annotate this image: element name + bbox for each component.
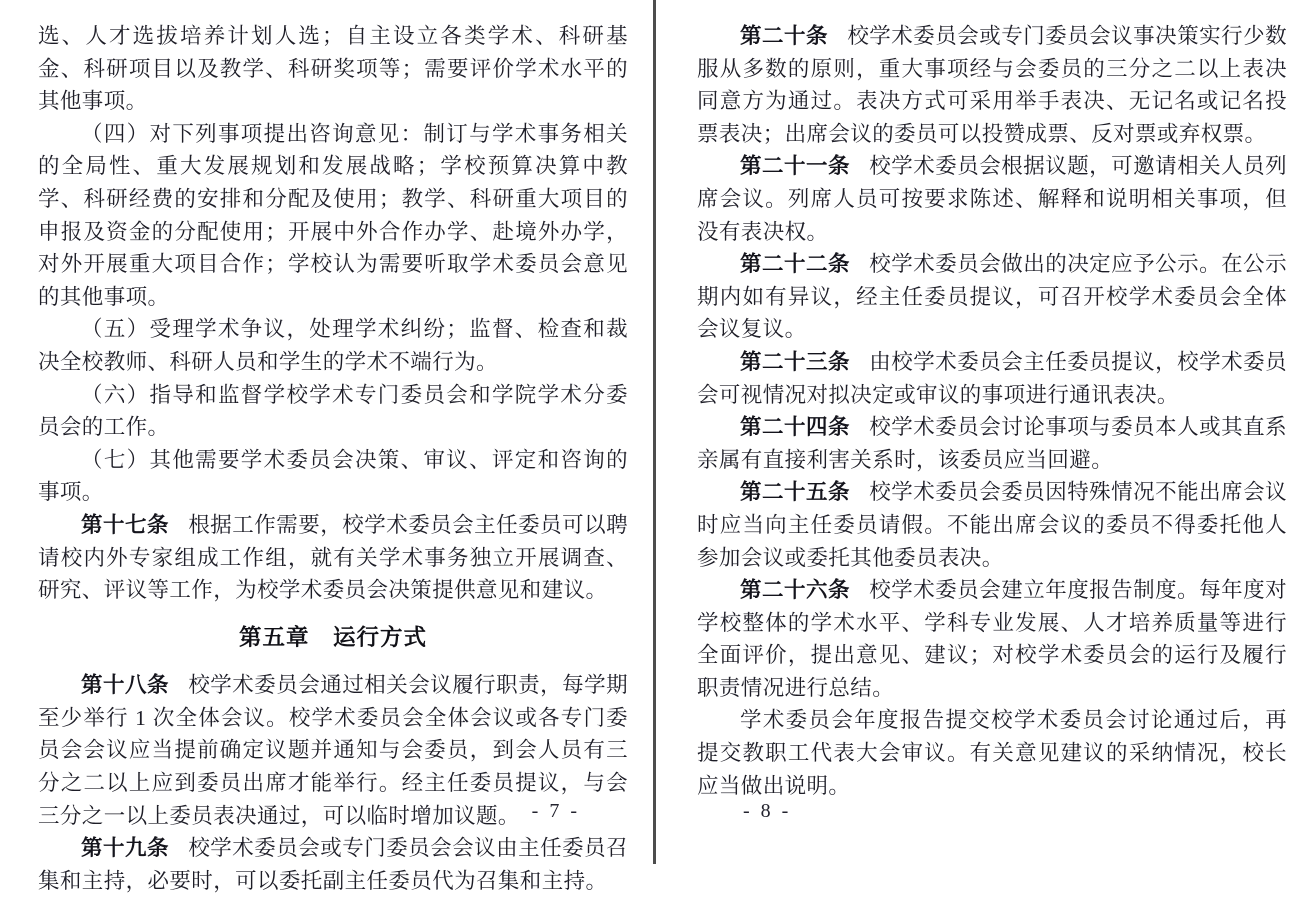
page-number-right: - 8 - (743, 800, 792, 822)
paragraph-text: 校学术委员会讨论事项与委员本人或其直系亲属有直接利害关系时，该委员应当回避。 (697, 415, 1287, 472)
paragraph (697, 150, 1287, 248)
paragraph (38, 444, 628, 509)
paragraph-text: 校学术委员会根据议题，可邀请相关人员列席会议。列席人员可按要求陈述、解释和说明相关事项，但没有表决权。 (697, 154, 1287, 244)
paragraph-text: （六）指导和监督学校学术专门委员会和学院学术分委员会的工作。 (38, 382, 628, 440)
paragraph (38, 20, 628, 118)
paragraph-text: 校学术委员会委员因特殊情况不能出席会议时应当向主任委员请假。不能出席会议的委员不得委托他人参加会议或委托其他委员表决。 (697, 480, 1287, 570)
paragraph-text: 由校学术委员会主任委员提议，校学术委员会可视情况对拟决定或审议的事项进行通讯表决。 (697, 349, 1287, 407)
chapter-heading: 第五章 运行方式 (238, 624, 427, 650)
paragraph (38, 379, 628, 444)
paragraph-text: （四）对下列事项提出咨询意见：制订与学术事务相关的全局性、重大发展规划和发展战略；学校预算决算中教学、科研经费的安排和分配及使用；教学、科研重大项目的申报及资金的分配使用；开展中外合作办学、赴境外办学，对外开展重大项目合作；学校认为需要听取学术委员会意见的其他事项。 (38, 121, 628, 309)
paragraph (697, 704, 1287, 802)
article-number: 第二十二条 (740, 252, 850, 277)
paragraph (697, 411, 1287, 476)
article-number: 第二十四条 (740, 415, 850, 440)
article-number: 第二十一条 (740, 154, 850, 179)
page-7-content (38, 0, 628, 897)
paragraph (697, 248, 1287, 346)
page-7 (38, 0, 628, 893)
paragraph (697, 476, 1287, 574)
paragraph-text: 选、人才选拔培养计划人选；自主设立各类学术、科研基金、科研项目以及教学、科研奖项等；需要评价学术水平的其他事项。 (38, 24, 628, 114)
page-8-content (697, 0, 1287, 802)
paragraph (38, 118, 628, 314)
paragraph-text: 校学术委员会或专门委员会会议由主任委员召集和主持，必要时，可以委托副主任委员代为召集和主持。 (38, 836, 628, 893)
paragraph (38, 832, 628, 897)
article-number: 第二十六条 (740, 578, 850, 603)
page-number-left: - 7 - (531, 800, 580, 822)
article-number: 第十九条 (81, 836, 169, 861)
paragraph-text: 根据工作需要，校学术委员会主任委员可以聘请校内外专家组成工作组，就有关学术事务独立开展调查、研究、评议等工作，为校学术委员会决策提供意见和建议。 (38, 512, 628, 603)
paragraph-text: 校学术委员会做出的决定应予公示。在公示期内如有异议，经主任委员提议，可召开校学术委员会全体会议复议。 (697, 252, 1287, 342)
page-8 (697, 0, 1287, 869)
paragraph-text: 学术委员会年度报告提交校学术委员会讨论通过后，再提交教职工代表大会审议。有关意见建议的采纳情况，校长应当做出说明。 (697, 708, 1287, 798)
paragraph (38, 509, 628, 607)
article-number: 第二十五条 (740, 480, 850, 505)
paragraph-text: （七）其他需要学术委员会决策、审议、评定和咨询的事项。 (38, 447, 628, 505)
article-number: 第二十三条 (740, 349, 850, 374)
paragraph (697, 346, 1287, 411)
paragraph-text: 校学术委员会建立年度报告制度。每年度对学校整体的学术水平、学科专业发展、人才培养质量等进行全面评价，提出意见、建议；对校学术委员会的运行及履行职责情况进行总结。 (697, 578, 1287, 700)
paragraph-text: 校学术委员会通过相关会议履行职责，每学期至少举行 1 次全体会议。校学术委员会全体会议或各专门委员会会议应当提前确定议题并通知与会委员，到会人员有三分之二以上应到委员出席才能举行。经主任委员提议，与会三分之一以上委员表决通过，可以临时增加议题。 (38, 673, 628, 828)
paragraph (697, 574, 1287, 704)
paragraph-text: 校学术委员会或专门委员会议事决策实行少数服从多数的原则，重大事项经与会委员的三分之二以上表决同意方为通过。表决方式可采用举手表决、无记名或记名投票表决；出席会议的委员可以投赞成票、反对票或弃权票。 (697, 24, 1287, 146)
article-number: 第十八条 (81, 673, 169, 698)
paragraph-text: （五）受理学术争议，处理学术纠纷；监督、检查和裁决全校教师、科研人员和学生的学术不端行为。 (38, 317, 628, 374)
article-number: 第二十条 (740, 24, 828, 48)
paragraph (38, 313, 628, 378)
page-divider-line (653, 0, 656, 864)
article-number: 第十七条 (81, 512, 169, 537)
paragraph (697, 20, 1287, 150)
